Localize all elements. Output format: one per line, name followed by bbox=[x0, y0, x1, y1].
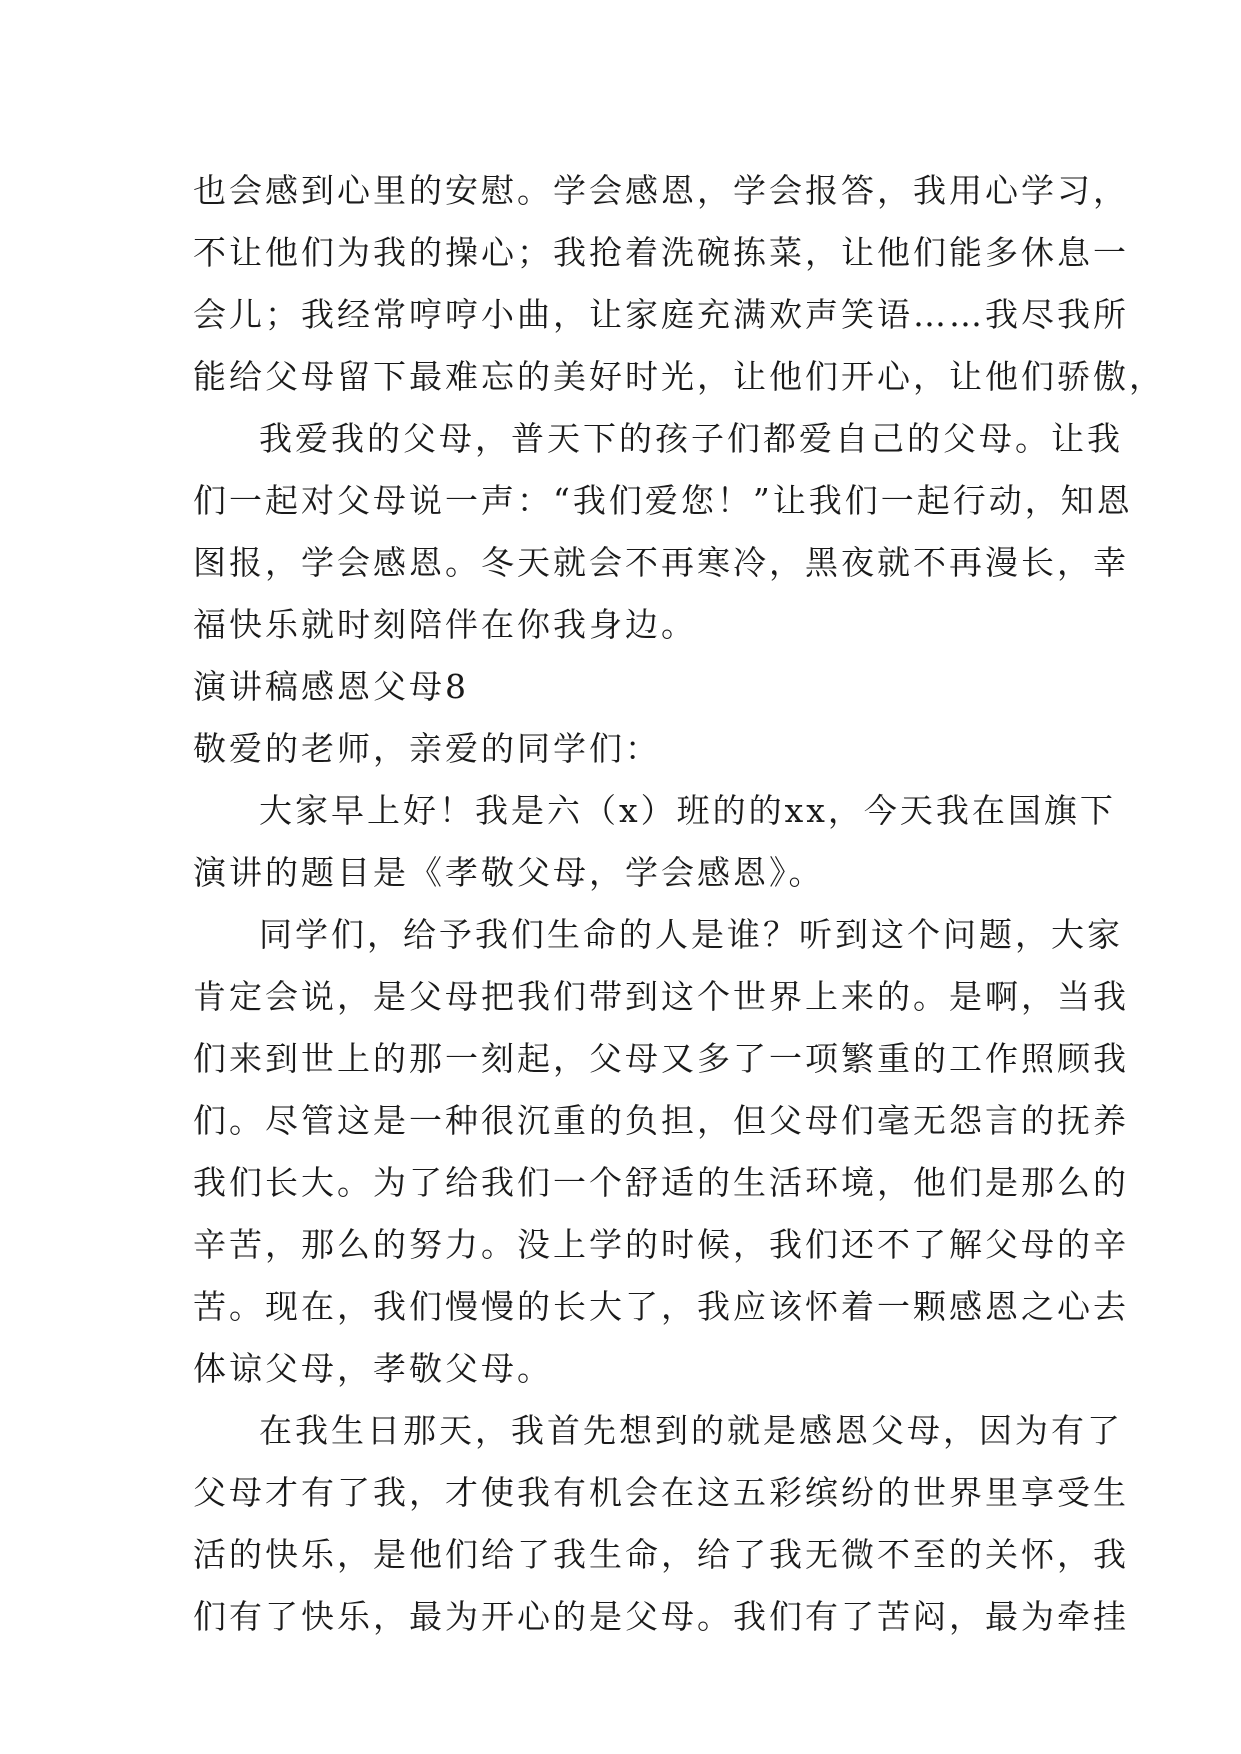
text-line: 不让他们为我的操心；我抢着洗碗拣菜，让他们能多休息一 bbox=[193, 233, 1129, 272]
paragraph-start-line: 同学们，给予我们生命的人是谁？听到这个问题，大家 bbox=[259, 915, 1123, 954]
paragraph-start-line: 我爱我的父母，普天下的孩子们都爱自己的父母。让我 bbox=[259, 419, 1123, 458]
text-line: 活的快乐，是他们给了我生命，给了我无微不至的关怀，我 bbox=[193, 1535, 1129, 1574]
text-line: 父母才有了我，才使我有机会在这五彩缤纷的世界里享受生 bbox=[193, 1473, 1129, 1512]
text-line: 肯定会说，是父母把我们带到这个世界上来的。是啊，当我 bbox=[193, 977, 1129, 1016]
text-line: 们来到世上的那一刻起，父母又多了一项繁重的工作照顾我 bbox=[193, 1039, 1129, 1078]
text-line: 能给父母留下最难忘的美好时光，让他们开心，让他们骄傲， bbox=[193, 357, 1165, 396]
text-line: 们一起对父母说一声：“我们爱您！”让我们一起行动，知恩 bbox=[193, 481, 1133, 520]
text-line: 辛苦，那么的努力。没上学的时候，我们还不了解父母的辛 bbox=[193, 1225, 1129, 1264]
text-line: 也会感到心里的安慰。学会感恩，学会报答，我用心学习， bbox=[193, 171, 1129, 210]
text-line: 们。尽管这是一种很沉重的负担，但父母们毫无怨言的抚养 bbox=[193, 1101, 1129, 1140]
paragraph-start-line: 在我生日那天，我首先想到的就是感恩父母，因为有了 bbox=[259, 1411, 1123, 1450]
text-line: 我们长大。为了给我们一个舒适的生活环境，他们是那么的 bbox=[193, 1163, 1129, 1202]
paragraph-start-line: 大家早上好！我是六（x）班的的xx，今天我在国旗下 bbox=[259, 791, 1116, 830]
text-line: 图报，学会感恩。冬天就会不再寒冷，黑夜就不再漫长，幸 bbox=[193, 543, 1129, 582]
text-line: 苦。现在，我们慢慢的长大了，我应该怀着一颗感恩之心去 bbox=[193, 1287, 1129, 1326]
text-line: 福快乐就时刻陪伴在你我身边。 bbox=[193, 605, 697, 644]
text-line: 会儿；我经常哼哼小曲，让家庭充满欢声笑语……我尽我所 bbox=[193, 295, 1129, 334]
section-heading: 演讲稿感恩父母8 bbox=[193, 667, 469, 706]
salutation: 敬爱的老师，亲爱的同学们： bbox=[193, 729, 661, 768]
text-line: 们有了快乐，最为开心的是父母。我们有了苦闷，最为牵挂 bbox=[193, 1597, 1129, 1636]
document-body bbox=[193, 160, 1165, 1648]
text-line: 演讲的题目是《孝敬父母，学会感恩》。 bbox=[193, 853, 825, 892]
text-line: 体谅父母，孝敬父母。 bbox=[193, 1349, 553, 1388]
